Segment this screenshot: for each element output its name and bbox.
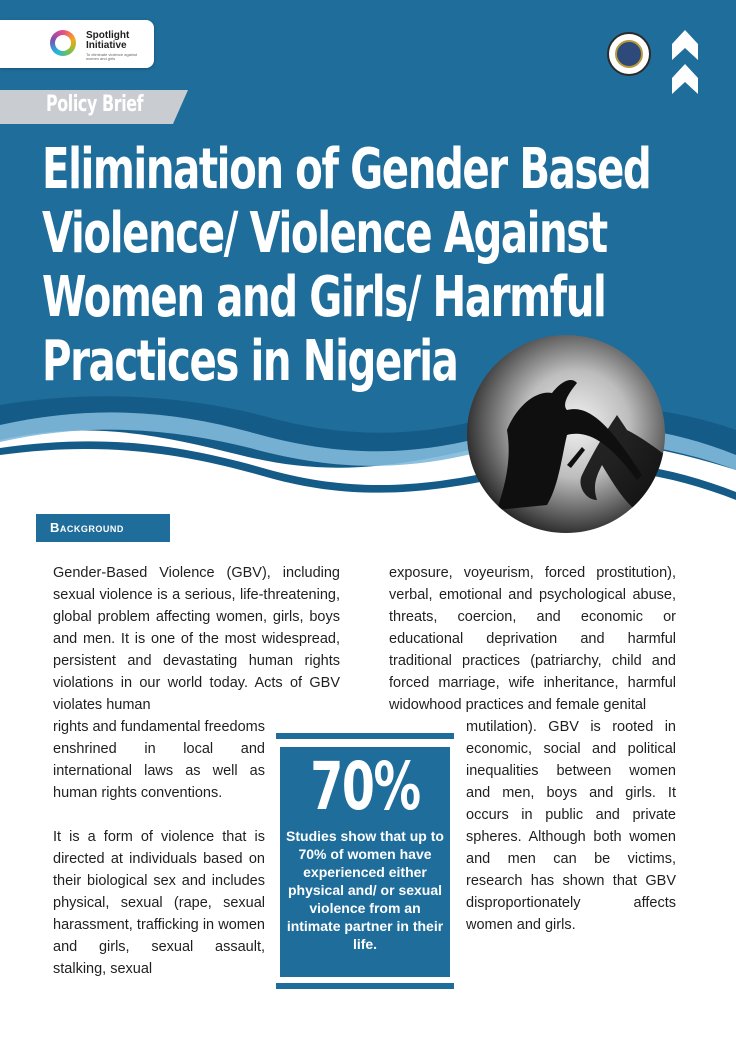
body-paragraph-1-cont: rights and fundamental freedoms enshrined in local and international laws as well as human rights conventions.: [53, 719, 265, 801]
title-line-4: Practices in Nigeria: [42, 329, 458, 394]
title-line-1: Elimination of Gender Based: [42, 137, 651, 202]
double-chevron-up-icon: [672, 30, 698, 94]
silhouette-image: [467, 335, 665, 533]
statistic-callout: [276, 733, 454, 989]
body-paragraph-2: It is a form of violence that is directed at individuals based on their biological sex and includes physical, sexual (rape, sexual harassment, trafficking in women and girls, sexual assault, stalking, sexual: [53, 829, 265, 977]
callout-bottom-rule: [276, 983, 454, 989]
logo-line2: Initiative: [86, 40, 127, 51]
section-heading: Background: [50, 520, 124, 535]
body-paragraph-3: exposure, voyeurism, forced prostitution), verbal, emotional and psychological abuse, threats, coercion, and economic or educational deprivation and harmful traditional practices (patriarchy, child and forced marriage, wife inheritance, harmful widowhood practices and female genital: [389, 565, 676, 713]
callout-stat: 70%: [310, 748, 420, 825]
body-paragraph-3-cont: mutilation). GBV is rooted in economic, social and political inequalities between women and men, boys and girls. It occurs in public and private spheres. Although both women and men can be victims, research has shown that GBV disproportionately affects women and girls.: [466, 719, 676, 933]
callout-text: Studies show that up to 70% of women have experienced either physical and/ or sexual violence from an intimate partner in their life.: [286, 828, 444, 952]
title-line-3: Women and Girls/ Harmful: [42, 265, 606, 330]
callout-top-rule: [276, 733, 454, 739]
logo-tagline: To eliminate violence against women and girls: [86, 52, 138, 61]
policy-brief-label: Policy Brief: [46, 92, 144, 117]
logo-line1: Spotlight: [86, 30, 130, 41]
page-title: [42, 137, 651, 394]
body-paragraph-1: Gender-Based Violence (GBV), including sexual violence is a serious, life-threatening, global problem affecting women, girls, boys and men. It is one of the most widespread, persistent and devastating human rights violations in our world today. Acts of GBV violates human: [53, 565, 340, 713]
coat-of-arms-icon: [607, 32, 651, 76]
spotlight-ring-icon: [50, 30, 76, 56]
title-line-2: Violence/ Violence Against: [42, 201, 607, 266]
callout-panel: [280, 747, 450, 977]
spotlight-logo: [0, 20, 154, 68]
cover-photo: [467, 335, 665, 533]
